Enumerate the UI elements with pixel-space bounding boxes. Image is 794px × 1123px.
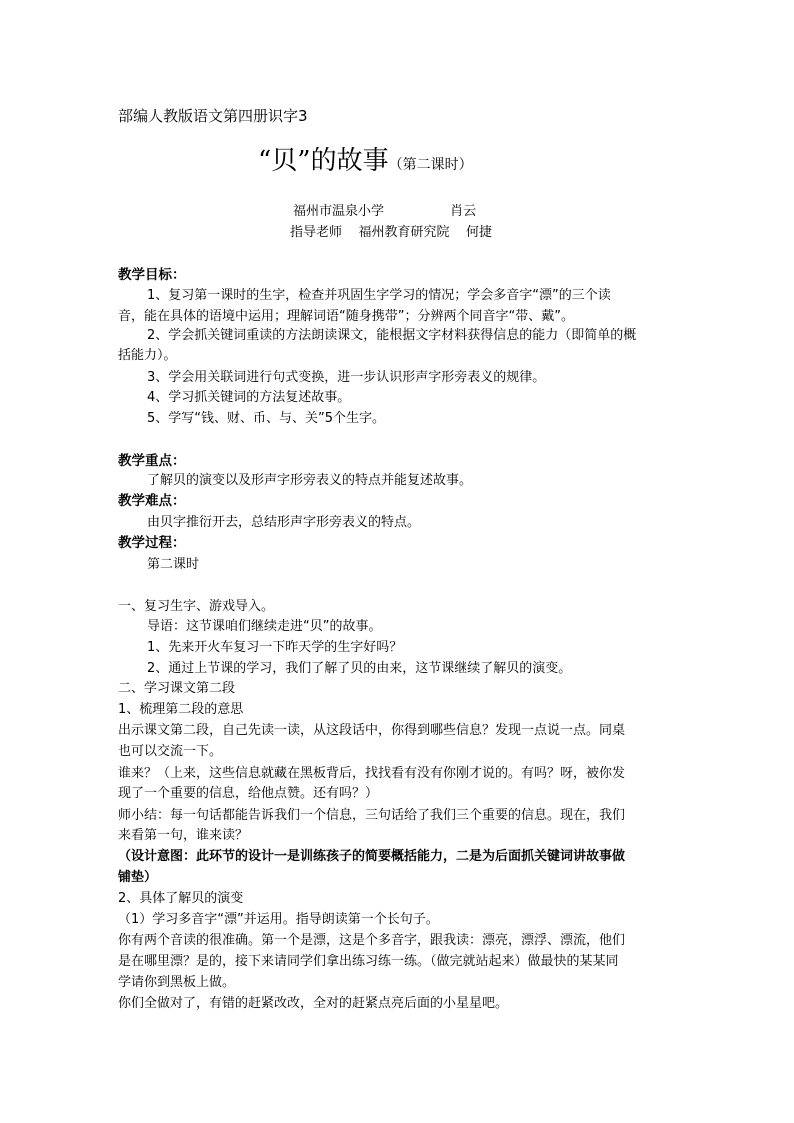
process-line: 一、复习生字、游戏导入。 (118, 599, 275, 614)
process-line: 1、先来开火车复习一下昨天学的生字好吗？ (147, 640, 403, 655)
process-line: 出示课文第二段，自己先读一读，从这段话中，你得到哪些信息？发现一点说一点。同桌 (118, 723, 626, 738)
page-title (258, 143, 473, 183)
process-line: 二、学习课文第二段 (118, 681, 236, 696)
process-line: 来看第一句，谁来读？ (118, 828, 249, 843)
process-line: 现了一个重要的信息，给他点赞。还有吗？） (118, 786, 379, 801)
design-note: 铺垫） (118, 870, 158, 885)
key-points-text: 了解贝的演变以及形声字形旁表义的特点并能复述故事。 (147, 473, 473, 488)
objective-line: 1、复习第一课时的生字，检查并巩固生字学习的情况；学会多音字“漂”的三个读 (147, 288, 611, 303)
process-line: 导语：这节课咱们继续走进“贝”的故事。 (147, 619, 382, 634)
objective-line: 3、学会用关联词进行句式变换，进一步认识形声字形旁表义的规律。 (147, 370, 546, 385)
process-line: 是在哪里漂？是的，接下来请同学们拿出练习练一练。（做完就站起来）做最快的某某同 (118, 954, 619, 969)
key-points-heading: 教学重点： (118, 453, 186, 469)
process-line: 谁来？（上来，这些信息就藏在黑板背后，找找看有没有你刚才说的。有吗？呀，被你发 (118, 766, 626, 781)
process-line: 你有两个音读的很准确。第一个是漂，这是个多音字，跟我读：漂亮，漂浮、漂流，他们 (118, 933, 626, 948)
process-line: 你们全做对了，有错的赶紧改改，全对的赶紧点亮后面的小星星吧。 (118, 996, 509, 1011)
title-main: “贝”的故事 (258, 146, 389, 176)
difficulties-heading: 教学难点： (118, 493, 186, 509)
lesson-label: 第二课时 (147, 557, 200, 572)
process-heading: 教学过程： (118, 535, 186, 551)
objective-line: 4、学习抓关键词的方法复述故事。 (147, 390, 351, 405)
objective-line: 2、学会抓关键词重读的方法朗读课文，能根据文字材料获得信息的能力（即简单的概 (147, 328, 637, 343)
process-line: 也可以交流一下。 (118, 744, 223, 759)
design-note: （设计意图：此环节的设计一是训练孩子的简要概括能力，二是为后面抓关键词讲故事做 (118, 849, 626, 864)
objectives-heading: 教学目标： (118, 267, 186, 283)
process-line: 师小结：每一句话都能告诉我们一个信息，三句话给了我们三个重要的信息。现在，我们 (118, 808, 626, 823)
difficulties-text: 由贝字推衍开去，总结形声字形旁表义的特点。 (147, 515, 421, 530)
process-line: 2、通过上节课的学习，我们了解了贝的由来，这节课继续了解贝的演变。 (147, 661, 572, 676)
objective-line: 括能力）。 (118, 348, 177, 363)
author-line: 福州市温泉小学 肖云 (293, 204, 477, 219)
process-line: 1、梳理第二段的意思 (118, 702, 244, 717)
course-subtitle: 部编人教版语文第四册识字3 (118, 107, 308, 125)
process-line: 2、具体了解贝的演变 (118, 891, 244, 906)
objective-line: 5、学写“钱、财、币、与、关”5个生字。 (147, 411, 386, 426)
process-line: 学请你到黑板上做。 (118, 975, 236, 990)
advisor-line: 指导老师 福州教育研究院 何捷 (290, 225, 493, 240)
objective-line: 音，能在具体的语境中运用；理解词语“随身携带”；分辨两个同音字“带、戴”。 (118, 309, 574, 324)
process-line: （1）学习多音字“漂”并运用。指导朗读第一个长句子。 (118, 912, 439, 927)
title-sub: （第二课时） (388, 157, 473, 173)
